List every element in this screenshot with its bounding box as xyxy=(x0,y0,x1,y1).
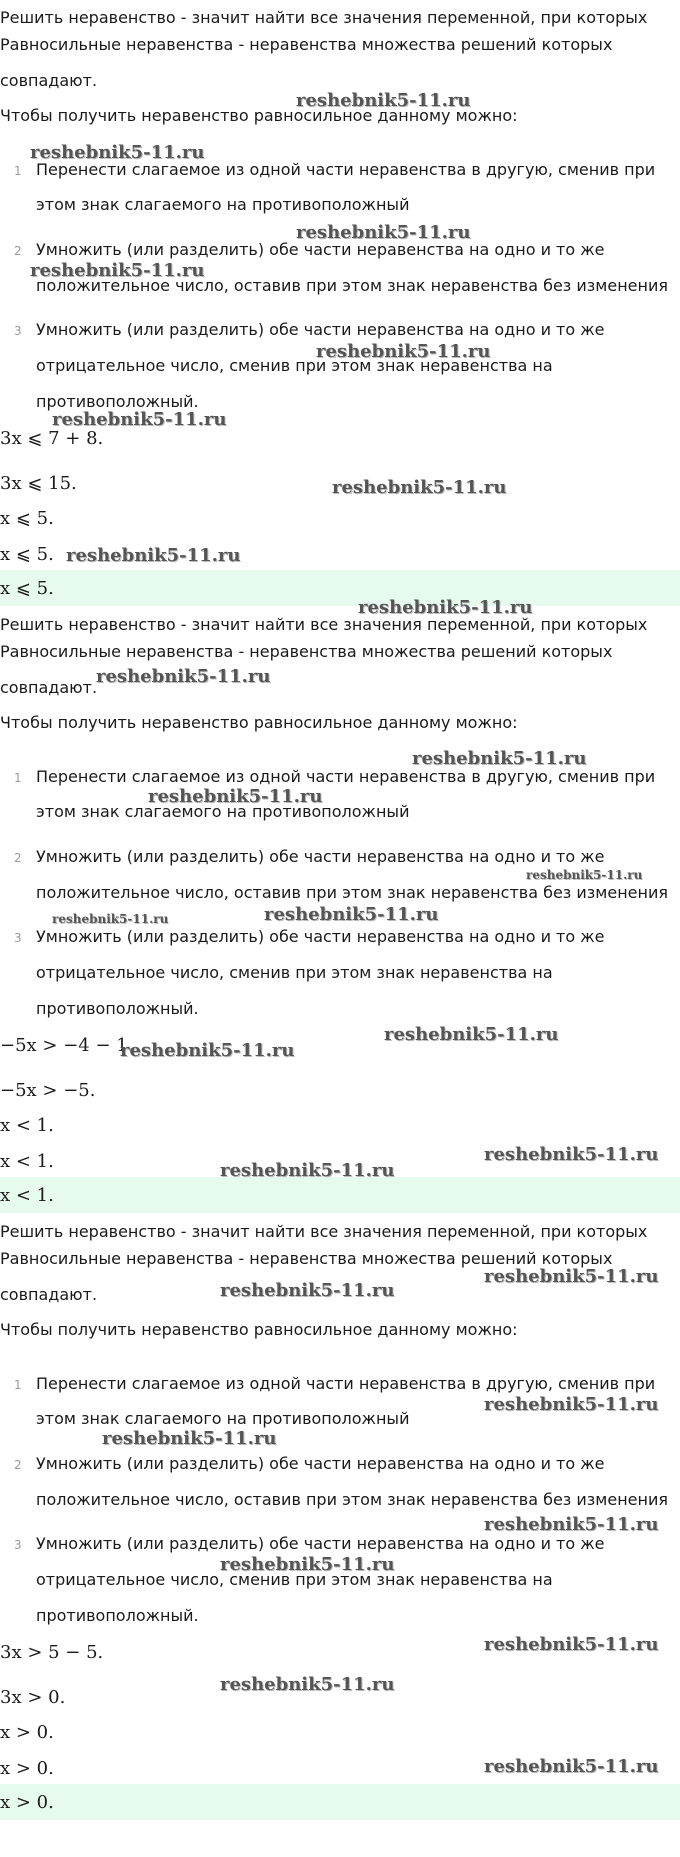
math-step: 3x ⩽ 7 + 8. xyxy=(0,428,104,449)
rule-number: 2 xyxy=(14,851,22,865)
watermark: reshebnik5-11.ru xyxy=(484,1266,659,1287)
math-step: 3x > 5 − 5. xyxy=(0,1642,104,1663)
watermark: reshebnik5-11.ru xyxy=(66,545,241,566)
watermark: reshebnik5-11.ru xyxy=(52,409,227,430)
intro-lead: Чтобы получить неравенство равносильное данному можно: xyxy=(0,1320,518,1339)
watermark: reshebnik5-11.ru xyxy=(220,1280,395,1301)
rule-number: 3 xyxy=(14,324,22,338)
answer-highlight xyxy=(0,1784,680,1820)
rule-3-line-2: отрицательное число, сменив при этом знак неравенства на xyxy=(36,356,553,375)
watermark: reshebnik5-11.ru xyxy=(526,868,643,882)
rule-1-line-2: этом знак слагаемого на противоположный xyxy=(36,802,410,821)
watermark: reshebnik5-11.ru xyxy=(264,904,439,925)
watermark: reshebnik5-11.ru xyxy=(296,90,471,111)
rule-2-line-1: Умножить (или разделить) обе части неравенства на одно и то же xyxy=(36,1454,605,1473)
rule-2-line-2: положительное число, оставив при этом знак неравенства без изменения xyxy=(36,276,668,295)
rule-number: 3 xyxy=(14,931,22,945)
watermark: reshebnik5-11.ru xyxy=(120,1040,295,1061)
intro-line-2: Равносильные неравенства - неравенства множества решений которых xyxy=(0,35,613,54)
rule-1-line-1: Перенести слагаемое из одной части неравенства в другую, сменив при xyxy=(36,1374,656,1393)
intro-line-1: Решить неравенство - значит найти все значения переменной, при которых xyxy=(0,8,648,27)
watermark: reshebnik5-11.ru xyxy=(484,1144,659,1165)
rule-1-line-2: этом знак слагаемого на противоположный xyxy=(36,195,410,214)
intro-line-1: Решить неравенство - значит найти все значения переменной, при которых xyxy=(0,615,648,634)
rule-3-line-3: противоположный. xyxy=(36,392,199,411)
intro-lead: Чтобы получить неравенство равносильное данному можно: xyxy=(0,713,518,732)
intro-lead: Чтобы получить неравенство равносильное данному можно: xyxy=(0,106,518,125)
rule-3-line-3: противоположный. xyxy=(36,999,199,1018)
watermark: reshebnik5-11.ru xyxy=(52,912,169,926)
watermark: reshebnik5-11.ru xyxy=(484,1514,659,1535)
rule-2-line-2: положительное число, оставив при этом знак неравенства без изменения xyxy=(36,1490,668,1509)
watermark: reshebnik5-11.ru xyxy=(96,666,271,687)
rule-1-line-2: этом знак слагаемого на противоположный xyxy=(36,1409,410,1428)
rule-1-line-1: Перенести слагаемое из одной части неравенства в другую, сменив при xyxy=(36,160,656,179)
watermark: reshebnik5-11.ru xyxy=(30,142,205,163)
intro-line-1: Решить неравенство - значит найти все значения переменной, при которых xyxy=(0,1222,648,1241)
rule-number: 1 xyxy=(14,164,22,178)
watermark: reshebnik5-11.ru xyxy=(296,222,471,243)
math-step: x ⩽ 5. xyxy=(0,508,54,529)
math-answer: x ⩽ 5. xyxy=(0,578,54,599)
math-answer: x < 1. xyxy=(0,1185,54,1206)
rule-number: 2 xyxy=(14,1458,22,1472)
watermark: reshebnik5-11.ru xyxy=(148,786,323,807)
math-step: 3x > 0. xyxy=(0,1687,66,1708)
watermark: reshebnik5-11.ru xyxy=(358,597,533,618)
math-step: −5x > −5. xyxy=(0,1080,96,1101)
answer-highlight xyxy=(0,570,680,606)
watermark: reshebnik5-11.ru xyxy=(220,1160,395,1181)
rule-number: 1 xyxy=(14,771,22,785)
intro-line-3: совпадают. xyxy=(0,71,98,90)
math-answer: x > 0. xyxy=(0,1792,54,1813)
rule-1-line-1: Перенести слагаемое из одной части неравенства в другую, сменив при xyxy=(36,767,656,786)
rule-2-line-1: Умножить (или разделить) обе части неравенства на одно и то же xyxy=(36,240,605,259)
math-step: x < 1. xyxy=(0,1115,54,1136)
watermark: reshebnik5-11.ru xyxy=(30,260,205,281)
watermark: reshebnik5-11.ru xyxy=(102,1428,277,1449)
math-step: x > 0. xyxy=(0,1758,54,1779)
math-step: x ⩽ 5. xyxy=(0,544,54,565)
watermark: reshebnik5-11.ru xyxy=(220,1554,395,1575)
rule-number: 2 xyxy=(14,244,22,258)
math-step: x > 0. xyxy=(0,1722,54,1743)
math-step: x < 1. xyxy=(0,1151,54,1172)
rule-3-line-2: отрицательное число, сменив при этом знак неравенства на xyxy=(36,1570,553,1589)
intro-line-3: совпадают. xyxy=(0,678,98,697)
watermark: reshebnik5-11.ru xyxy=(332,477,507,498)
rule-3-line-2: отрицательное число, сменив при этом знак неравенства на xyxy=(36,963,553,982)
rule-number: 3 xyxy=(14,1538,22,1552)
watermark: reshebnik5-11.ru xyxy=(484,1394,659,1415)
intro-line-2: Равносильные неравенства - неравенства множества решений которых xyxy=(0,1249,613,1268)
answer-highlight xyxy=(0,1177,680,1213)
rule-2-line-1: Умножить (или разделить) обе части неравенства на одно и то же xyxy=(36,847,605,866)
watermark: reshebnik5-11.ru xyxy=(412,748,587,769)
rule-3-line-1: Умножить (или разделить) обе части неравенства на одно и то же xyxy=(36,1534,605,1553)
watermark: reshebnik5-11.ru xyxy=(384,1024,559,1045)
rule-3-line-1: Умножить (или разделить) обе части неравенства на одно и то же xyxy=(36,927,605,946)
intro-line-3: совпадают. xyxy=(0,1285,98,1304)
watermark: reshebnik5-11.ru xyxy=(484,1634,659,1655)
intro-line-2: Равносильные неравенства - неравенства множества решений которых xyxy=(0,642,613,661)
watermark: reshebnik5-11.ru xyxy=(220,1674,395,1695)
rule-3-line-1: Умножить (или разделить) обе части неравенства на одно и то же xyxy=(36,320,605,339)
rule-number: 1 xyxy=(14,1378,22,1392)
math-step: −5x > −4 − 1. xyxy=(0,1035,134,1056)
rule-3-line-3: противоположный. xyxy=(36,1606,199,1625)
rule-2-line-2: положительное число, оставив при этом знак неравенства без изменения xyxy=(36,883,668,902)
math-step: 3x ⩽ 15. xyxy=(0,473,77,494)
watermark: reshebnik5-11.ru xyxy=(484,1756,659,1777)
watermark: reshebnik5-11.ru xyxy=(316,341,491,362)
